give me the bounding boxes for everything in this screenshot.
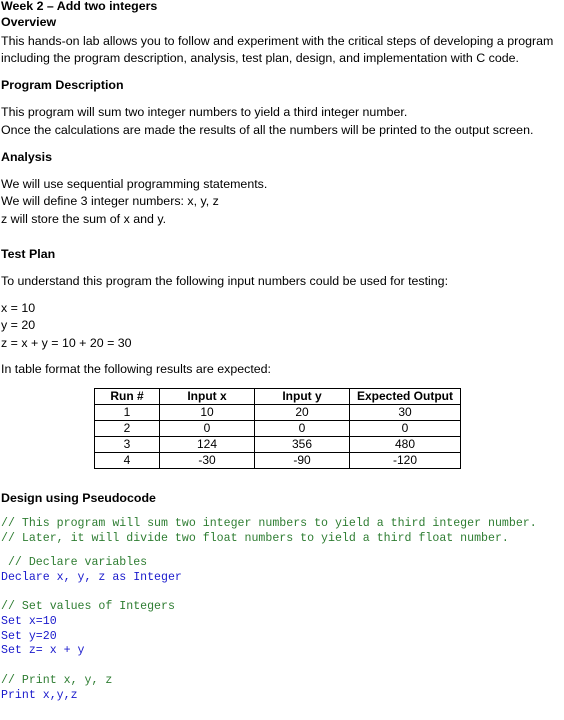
analysis-heading: Analysis <box>1 150 52 164</box>
cell-expected-output: 0 <box>350 421 461 437</box>
test-plan-intro: To understand this program the following input numbers could be used for testing: <box>1 274 449 288</box>
pseudocode-set-y: Set y=20 <box>1 630 57 643</box>
header-expected-output: Expected Output <box>350 389 461 405</box>
test-value-z: z = x + y = 10 + 20 = 30 <box>1 336 132 350</box>
program-description-line-2: Once the calculations are made the results of all the numbers will be printed to the output screen. <box>1 123 534 137</box>
cell-run: 4 <box>95 453 160 469</box>
analysis-line-3: z will store the sum of x and y. <box>1 212 167 226</box>
cell-expected-output: 480 <box>350 437 461 453</box>
pseudocode-set-z: Set z= x + y <box>1 644 85 657</box>
table-row <box>95 437 461 453</box>
cell-input-x: 10 <box>160 405 255 421</box>
program-description-heading: Program Description <box>1 78 124 92</box>
cell-run: 3 <box>95 437 160 453</box>
doc-title: Week 2 – Add two integers <box>1 0 158 13</box>
test-plan-table <box>94 388 461 469</box>
header-input-y: Input y <box>255 389 350 405</box>
pseudocode-comment-5: // Print x, y, z <box>1 674 113 687</box>
pseudocode-comment-3: // Declare variables <box>1 556 148 569</box>
header-run: Run # <box>95 389 160 405</box>
table-header-row <box>95 389 461 405</box>
cell-expected-output: 30 <box>350 405 461 421</box>
pseudocode-comment-4: // Set values of Integers <box>1 600 175 613</box>
header-input-x: Input x <box>160 389 255 405</box>
cell-input-y: 20 <box>255 405 350 421</box>
cell-run: 2 <box>95 421 160 437</box>
cell-input-y: -90 <box>255 453 350 469</box>
cell-input-x: -30 <box>160 453 255 469</box>
table-intro: In table format the following results are expected: <box>1 362 271 376</box>
overview-heading: Overview <box>1 15 57 29</box>
cell-run: 1 <box>95 405 160 421</box>
table-row <box>95 405 461 421</box>
analysis-line-1: We will use sequential programming statements. <box>1 177 268 191</box>
cell-input-y: 356 <box>255 437 350 453</box>
table-row <box>95 421 461 437</box>
overview-line-1: This hands-on lab allows you to follow and experiment with the critical steps of developing a program <box>1 34 554 48</box>
pseudocode-set-x: Set x=10 <box>1 615 57 628</box>
cell-expected-output: -120 <box>350 453 461 469</box>
pseudocode-comment-2: // Later, it will divide two float numbers to yield a third float number. <box>1 532 509 545</box>
analysis-line-2: We will define 3 integer numbers: x, y, z <box>1 194 219 208</box>
test-value-y: y = 20 <box>1 318 36 332</box>
cell-input-x: 124 <box>160 437 255 453</box>
pseudocode-comment-1: // This program will sum two integer numbers to yield a third integer number. <box>1 517 537 530</box>
table-row <box>95 453 461 469</box>
design-heading: Design using Pseudocode <box>1 491 156 505</box>
pseudocode-print: Print x,y,z <box>1 689 78 702</box>
overview-line-2: including the program description, analysis, test plan, design, and implementation with C code. <box>1 51 519 65</box>
pseudocode-declare: Declare x, y, z as Integer <box>1 571 182 584</box>
cell-input-y: 0 <box>255 421 350 437</box>
test-plan-heading: Test Plan <box>1 247 56 261</box>
program-description-line-1: This program will sum two integer numbers to yield a third integer number. <box>1 105 408 119</box>
cell-input-x: 0 <box>160 421 255 437</box>
test-value-x: x = 10 <box>1 301 36 315</box>
